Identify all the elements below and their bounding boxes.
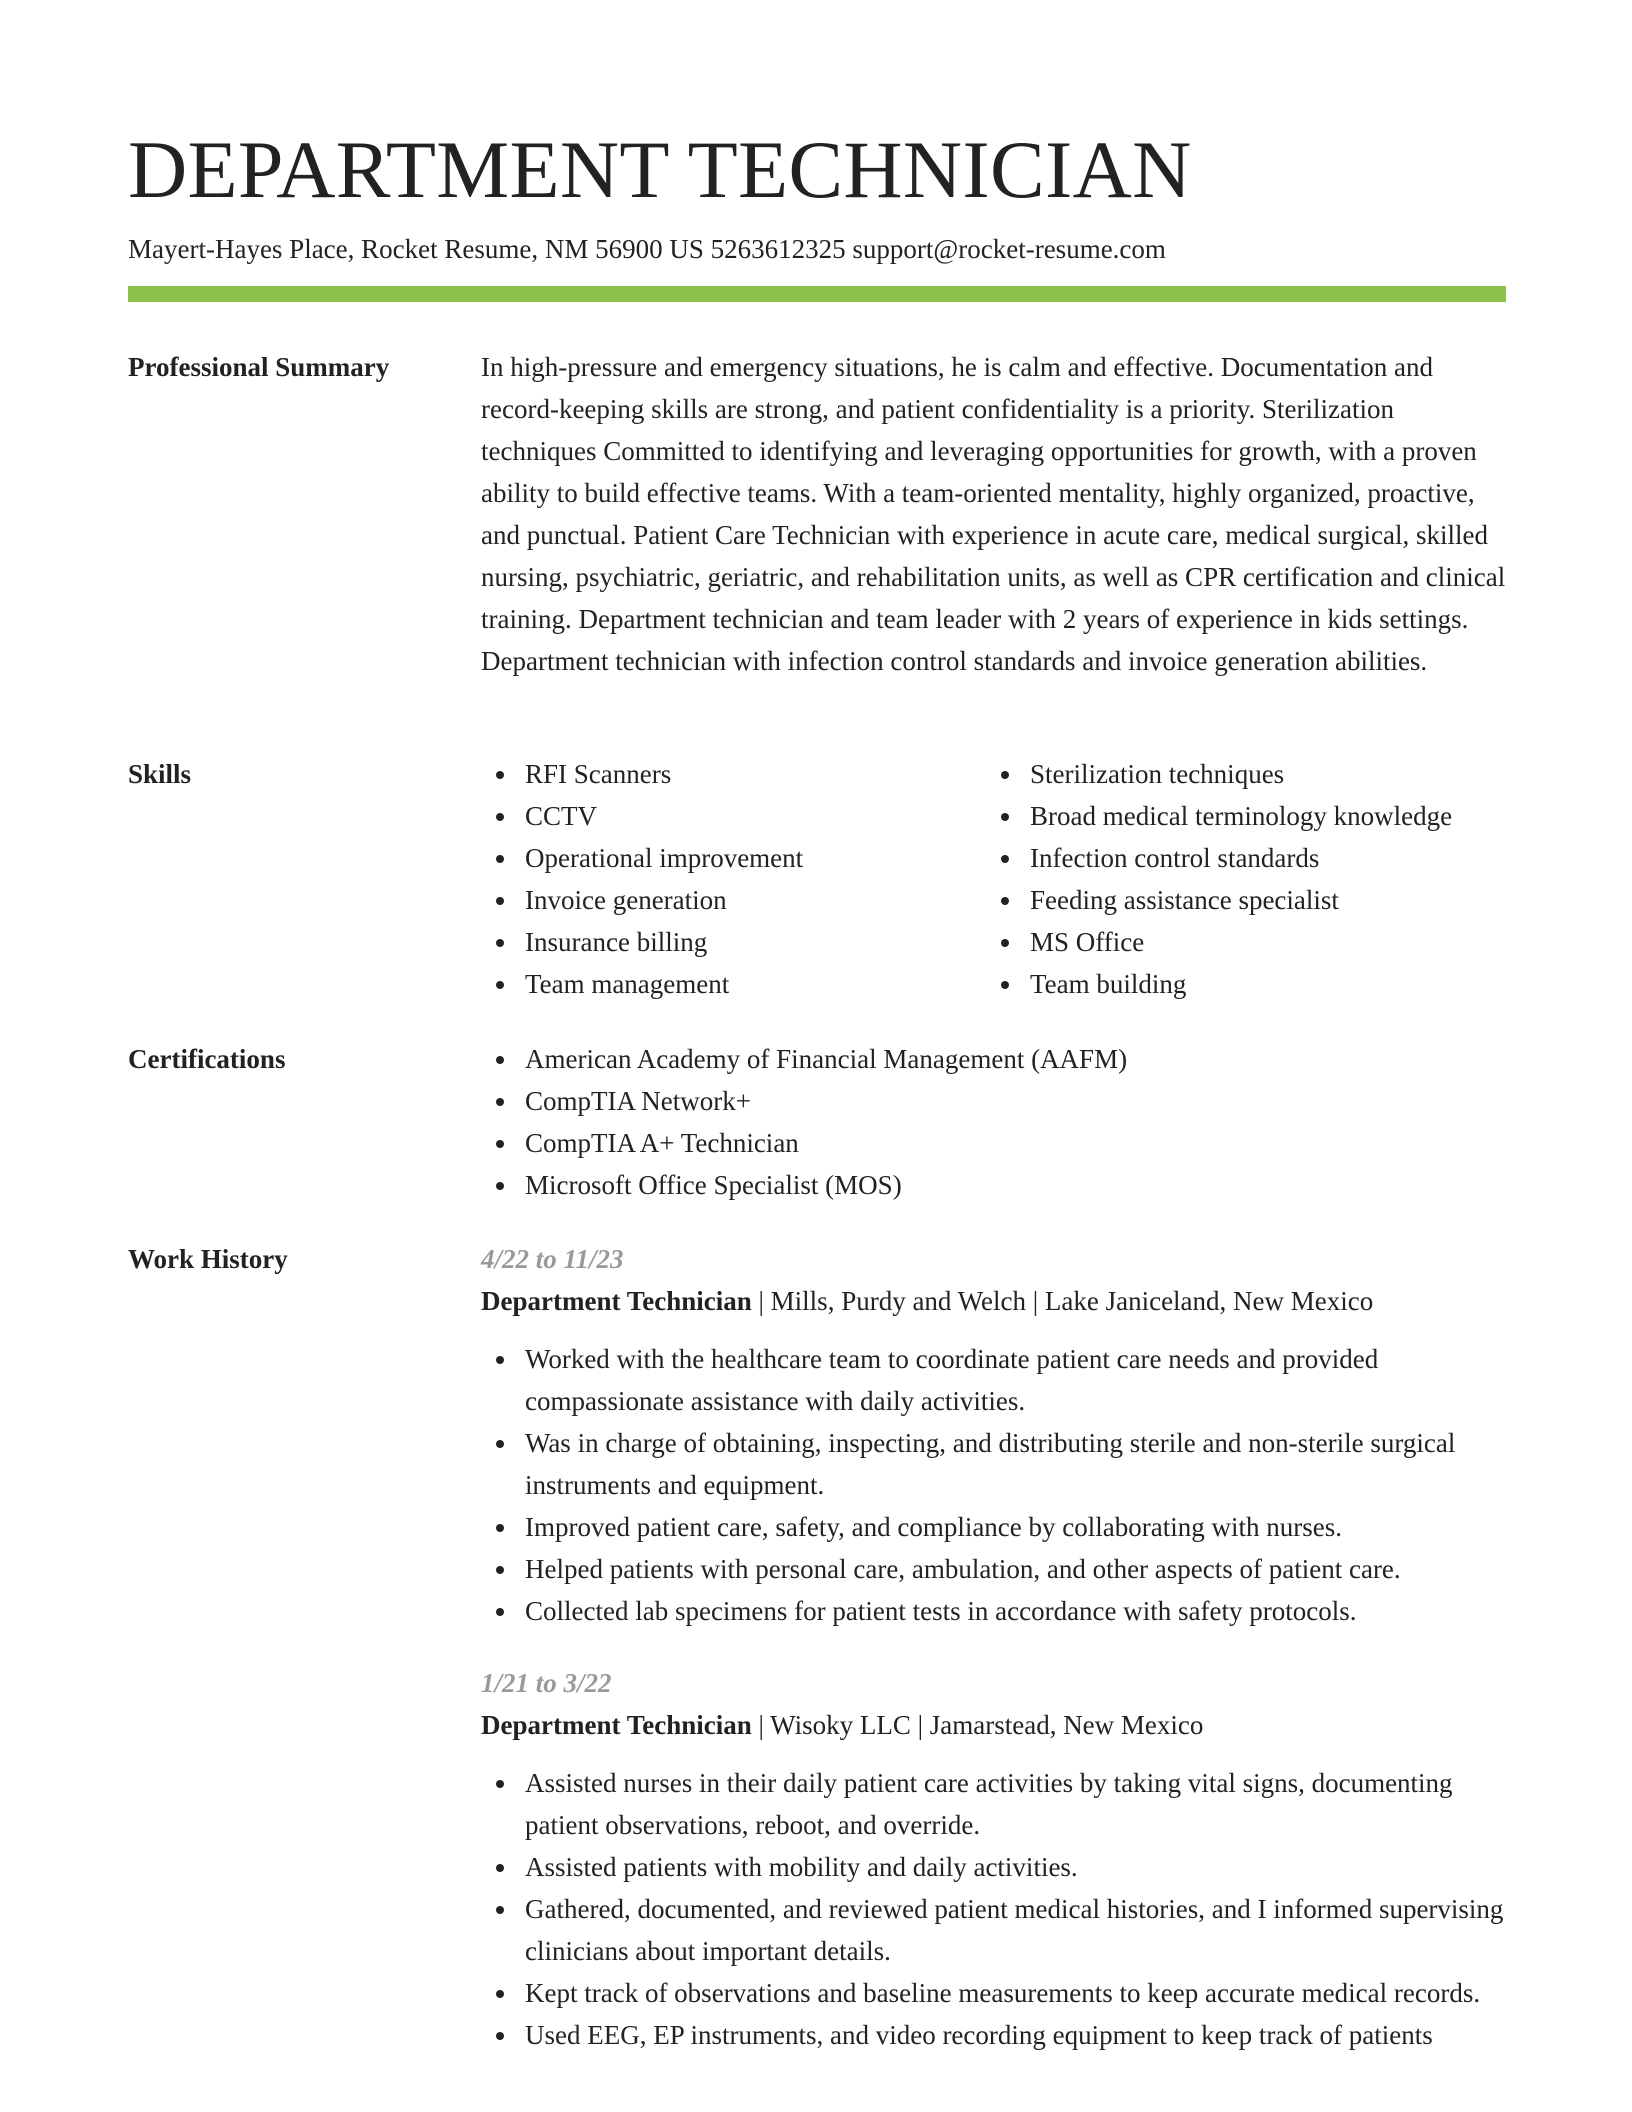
- contact-email: support@rocket-resume.com: [852, 234, 1166, 264]
- job-duty: Assisted patients with mobility and daily activities.: [481, 1846, 1506, 1888]
- certification-item: American Academy of Financial Management (AAFM): [481, 1038, 1506, 1080]
- certifications-list: [481, 1038, 1506, 1206]
- contact-phone: 5263612325: [710, 234, 846, 264]
- skill-item: Feeding assistance specialist: [986, 879, 1491, 921]
- skills-list-right: [986, 753, 1491, 1005]
- skill-item: Team building: [986, 963, 1491, 1005]
- job-duty: Worked with the healthcare team to coordinate patient care needs and provided compassionate assistance with daily activities.: [481, 1338, 1506, 1422]
- skills-list-left: [481, 753, 986, 1005]
- job-duty: Helped patients with personal care, ambulation, and other aspects of patient care.: [481, 1548, 1506, 1590]
- skill-item: Operational improvement: [481, 837, 986, 879]
- certification-item: CompTIA A+ Technician: [481, 1122, 1506, 1164]
- skills-heading: Skills: [128, 759, 192, 789]
- certifications-heading: Certifications: [128, 1044, 286, 1074]
- job-title: Department Technician: [481, 1710, 752, 1740]
- skill-item: Infection control standards: [986, 837, 1491, 879]
- job-duty: Improved patient care, safety, and compliance by collaborating with nurses.: [481, 1506, 1506, 1548]
- job-entry: [481, 1662, 1506, 2056]
- skill-item: Invoice generation: [481, 879, 986, 921]
- job-employer-location: | Mills, Purdy and Welch | Lake Janiceland, New Mexico: [751, 1286, 1374, 1316]
- resume-title: DEPARTMENT TECHNICIAN: [128, 124, 1192, 215]
- job-heading: [481, 1280, 1506, 1322]
- job-title: Department Technician: [481, 1286, 752, 1316]
- skill-item: CCTV: [481, 795, 986, 837]
- job-heading: [481, 1704, 1506, 1746]
- job-employer-location: | Wisoky LLC | Jamarstead, New Mexico: [751, 1710, 1204, 1740]
- contact-line: [128, 230, 1166, 268]
- job-duty: Collected lab specimens for patient tests in accordance with safety protocols.: [481, 1590, 1506, 1632]
- skill-item: Team management: [481, 963, 986, 1005]
- certification-item: Microsoft Office Specialist (MOS): [481, 1164, 1506, 1206]
- summary-heading: Professional Summary: [128, 352, 390, 382]
- job-dates: 1/21 to 3/22: [481, 1668, 612, 1698]
- job-duty: Gathered, documented, and reviewed patient medical histories, and I informed supervising clinicians about important details.: [481, 1888, 1506, 1972]
- header-divider: [128, 286, 1506, 302]
- job-duties-list: [481, 1338, 1506, 1632]
- job-dates: 4/22 to 11/23: [481, 1244, 624, 1274]
- job-entry: [481, 1238, 1506, 1632]
- skill-item: Broad medical terminology knowledge: [986, 795, 1491, 837]
- summary-text: In high-pressure and emergency situations, he is calm and effective. Documentation and record-keeping skills are strong, and patient confidentiality is a priority. Sterilization techniques Committed to identifying and leveraging opportunities for growth, with a proven ability to build effective teams. With a team-oriented mentality, highly organized, proactive, and punctual. Patient Care Technician with experience in acute care, medical surgical, skilled nursing, psychiatric, geriatric, and rehabilitation units, as well as CPR certification and clinical training. Department technician and team leader with 2 years of experience in kids settings. Department technician with infection control standards and invoice generation abilities.: [481, 352, 1506, 676]
- skill-item: Sterilization techniques: [986, 753, 1491, 795]
- contact-address: Mayert-Hayes Place, Rocket Resume, NM 56900 US: [128, 234, 704, 264]
- job-duty: Assisted nurses in their daily patient care activities by taking vital signs, documenting patient observations, reboot, and override.: [481, 1762, 1506, 1846]
- job-duties-list: [481, 1762, 1506, 2056]
- certification-item: CompTIA Network+: [481, 1080, 1506, 1122]
- job-duty: Kept track of observations and baseline measurements to keep accurate medical records.: [481, 1972, 1506, 2014]
- skill-item: MS Office: [986, 921, 1491, 963]
- job-duty: Was in charge of obtaining, inspecting, and distributing sterile and non-sterile surgical instruments and equipment.: [481, 1422, 1506, 1506]
- skill-item: RFI Scanners: [481, 753, 986, 795]
- work-history-heading: Work History: [128, 1244, 288, 1274]
- job-duty: Used EEG, EP instruments, and video recording equipment to keep track of patients: [481, 2014, 1506, 2056]
- skill-item: Insurance billing: [481, 921, 986, 963]
